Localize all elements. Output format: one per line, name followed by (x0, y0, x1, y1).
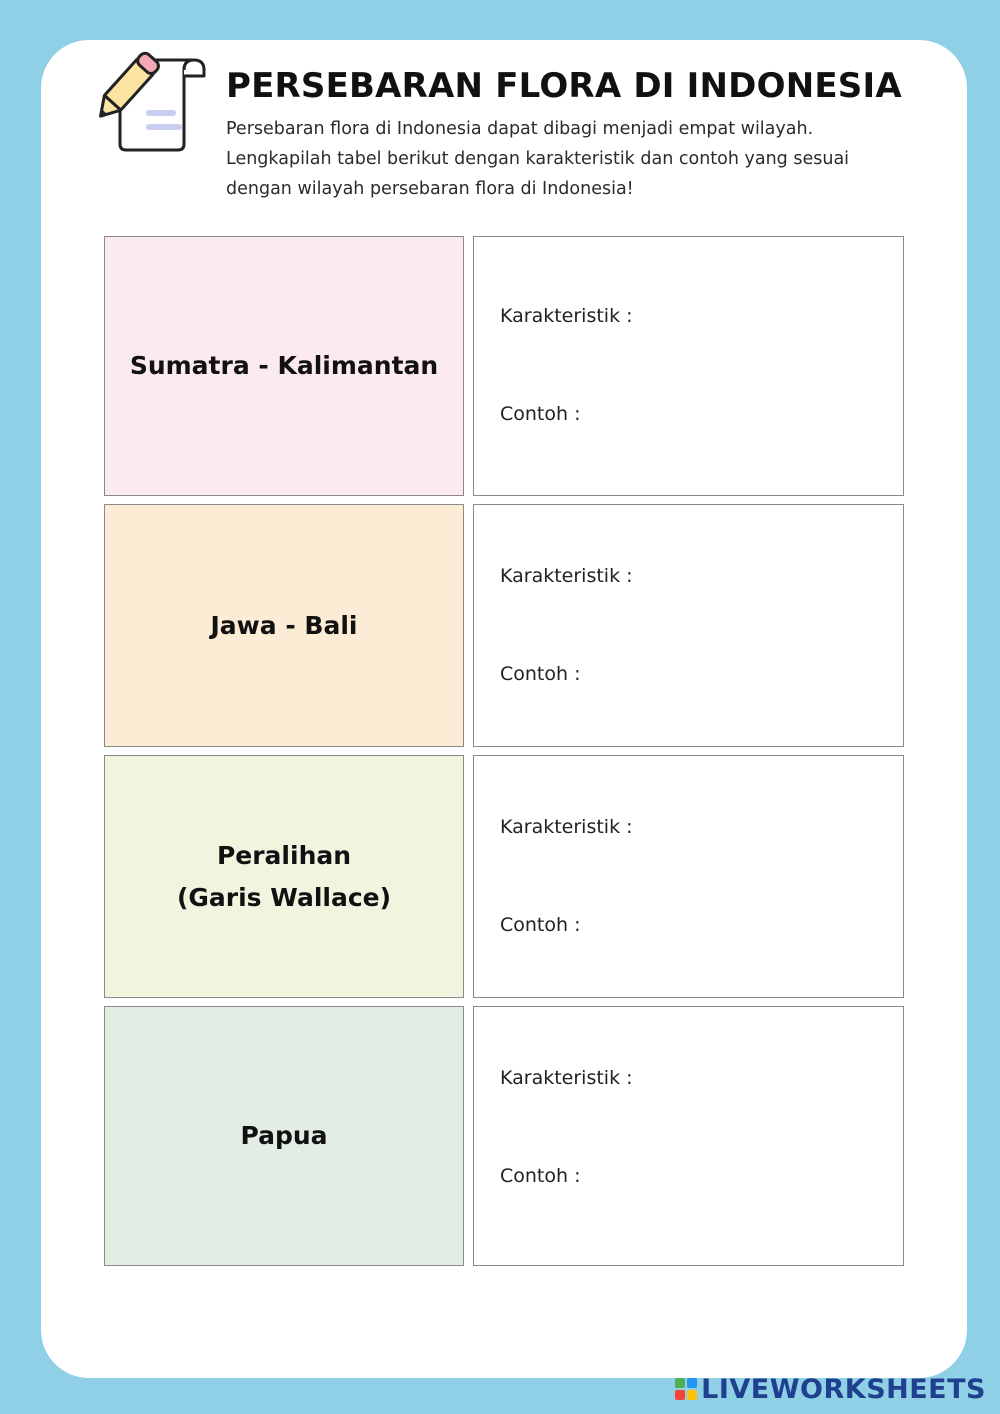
region-subname: (Garis Wallace) (176, 882, 392, 912)
karakteristik-label: Karakteristik : (500, 565, 633, 587)
answer-box[interactable] (473, 755, 904, 998)
region-name-cell (104, 1006, 464, 1266)
intro-text (226, 114, 926, 204)
intro-line: dengan wilayah persebaran flora di Indonesia! (226, 179, 634, 199)
region-row-sumatra-kalimantan (104, 236, 904, 496)
contoh-label: Contoh : (500, 663, 581, 685)
region-row-peralihan (104, 755, 904, 998)
contoh-label: Contoh : (500, 403, 581, 425)
answer-box[interactable] (473, 1006, 904, 1266)
region-name-cell (104, 504, 464, 747)
karakteristik-label: Karakteristik : (500, 816, 633, 838)
pencil-paper-icon (98, 48, 210, 156)
contoh-label: Contoh : (500, 914, 581, 936)
answer-box[interactable] (473, 236, 904, 496)
region-name: Papua (240, 1121, 328, 1150)
intro-line: Persebaran flora di Indonesia dapat dibagi menjadi empat wilayah. (226, 119, 814, 139)
region-row-jawa-bali (104, 504, 904, 747)
karakteristik-label: Karakteristik : (500, 305, 633, 327)
answer-box[interactable] (473, 504, 904, 747)
region-name-cell (104, 755, 464, 998)
liveworksheets-brand (675, 1372, 986, 1406)
region-row-papua (104, 1006, 904, 1266)
intro-line: Lengkapilah tabel berikut dengan karakteristik dan contoh yang sesuai (226, 149, 850, 169)
region-name: Peralihan (216, 840, 352, 870)
region-name-cell (104, 236, 464, 496)
region-name: Jawa - Bali (210, 610, 358, 640)
contoh-label: Contoh : (500, 1165, 581, 1187)
page-title: PERSEBARAN FLORA DI INDONESIA (226, 66, 902, 106)
karakteristik-label: Karakteristik : (500, 1067, 633, 1089)
region-name: Sumatra - Kalimantan (129, 351, 439, 380)
brand-text: LIVEWORKSHEETS (701, 1373, 986, 1405)
liveworksheets-logo-icon (675, 1378, 697, 1400)
